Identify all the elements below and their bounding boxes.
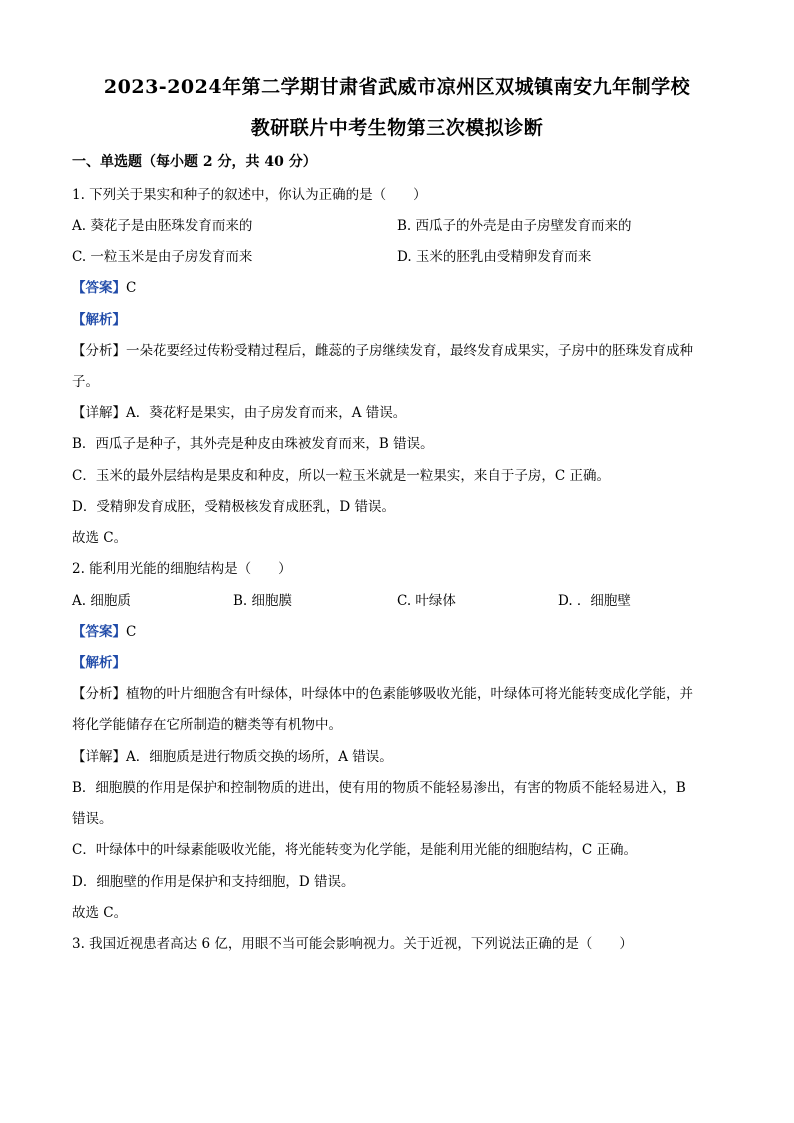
q2-detail-c: C．叶绿体中的叶绿素能吸收光能，将光能转变为化学能，是能利用光能的细胞结构，C 正确。 [72,842,637,858]
answer-tag: 【答案】 [72,624,126,640]
title-line-1: 2023-2024年第二学期甘肃省武威市凉州区双城镇南安九年制学校 [103,76,691,98]
q1-option-d: D. 玉米的胚乳由受精卵发育而来 [397,249,592,265]
q1-option-b: B. 西瓜子的外壳是由子房壁发育而来的 [397,218,632,234]
detail-tag: 【详解】 [72,405,126,421]
q2-detail-b-cont: 错误。 [72,811,113,827]
q2-answer-line [72,620,136,640]
q2-fenxi-cont: 将化学能储存在它所制造的糖类等有机物中。 [72,717,342,733]
q2-stem: 2. 能利用光能的细胞结构是（ ） [72,561,292,577]
section-heading: 一、单选题（每小题 2 分，共 40 分） [72,154,317,170]
q1-option-c: C. 一粒玉米是由子房发育而来 [72,249,253,265]
q1-detail-c: C．玉米的最外层结构是果皮和种皮，所以一粒玉米就是一粒果实，来自于子房，C 正确。 [72,468,610,484]
q2-conclusion: 故选 C。 [72,905,128,921]
q2-option-c: C. 叶绿体 [397,593,456,609]
q2-option-d: D. ．细胞壁 [558,593,631,609]
q1-answer-line [72,276,136,296]
answer-tag: 【答案】 [72,280,126,296]
q1-stem: 1. 下列关于果实和种子的叙述中，你认为正确的是（ ） [72,187,427,203]
q1-detail-b: B．西瓜子是种子，其外壳是种皮由珠被发育而来，B 错误。 [72,436,434,452]
q1-answer: C [126,280,137,296]
analysis-tag: 【解析】 [72,312,126,328]
fenxi-tag: 【分析】 [72,343,126,359]
q1-option-a: A. 葵花子是由胚珠发育而来的 [72,218,253,234]
q2-fenxi-text: 植物的叶片细胞含有叶绿体，叶绿体中的色素能够吸收光能，叶绿体可将光能转变成化学能，并 [126,686,693,702]
q1-fenxi-line [72,339,693,359]
q1-detail-line [72,401,406,421]
q1-fenxi-cont: 子。 [72,374,99,390]
q1-fenxi-text: 一朵花要经过传粉受精过程后，雌蕊的子房继续发育，最终发育成果实，子房中的胚珠发育成种 [126,343,693,359]
q2-option-b: B. 细胞膜 [233,593,293,609]
fenxi-tag: 【分析】 [72,686,126,702]
q2-option-a: A. 细胞质 [72,593,131,609]
q2-detail-d: D．细胞壁的作用是保护和支持细胞，D 错误。 [72,874,355,890]
title-line-2: 教研联片中考生物第三次模拟诊断 [250,117,544,139]
q2-fenxi-line [72,682,693,702]
q3-stem: 3. 我国近视患者高达 6 亿，用眼不当可能会影响视力。关于近视，下列说法正确的是（ ） [72,936,633,952]
q2-answer: C [126,624,137,640]
detail-tag: 【详解】 [72,749,126,765]
q1-analysis-line [72,308,126,328]
q1-detail-d: D．受精卵发育成胚，受精极核发育成胚乳，D 错误。 [72,499,395,515]
q2-detail-line [72,745,393,765]
q2-detail-a: A．细胞质是进行物质交换的场所，A 错误。 [126,749,393,765]
q2-analysis-line [72,651,126,671]
q1-conclusion: 故选 C。 [72,530,128,546]
q1-detail-a: A．葵花籽是果实，由子房发育而来，A 错误。 [126,405,407,421]
q2-detail-b: B．细胞膜的作用是保护和控制物质的进出，使有用的物质不能轻易渗出，有害的物质不能轻易进入，B [72,780,686,796]
analysis-tag: 【解析】 [72,655,126,671]
